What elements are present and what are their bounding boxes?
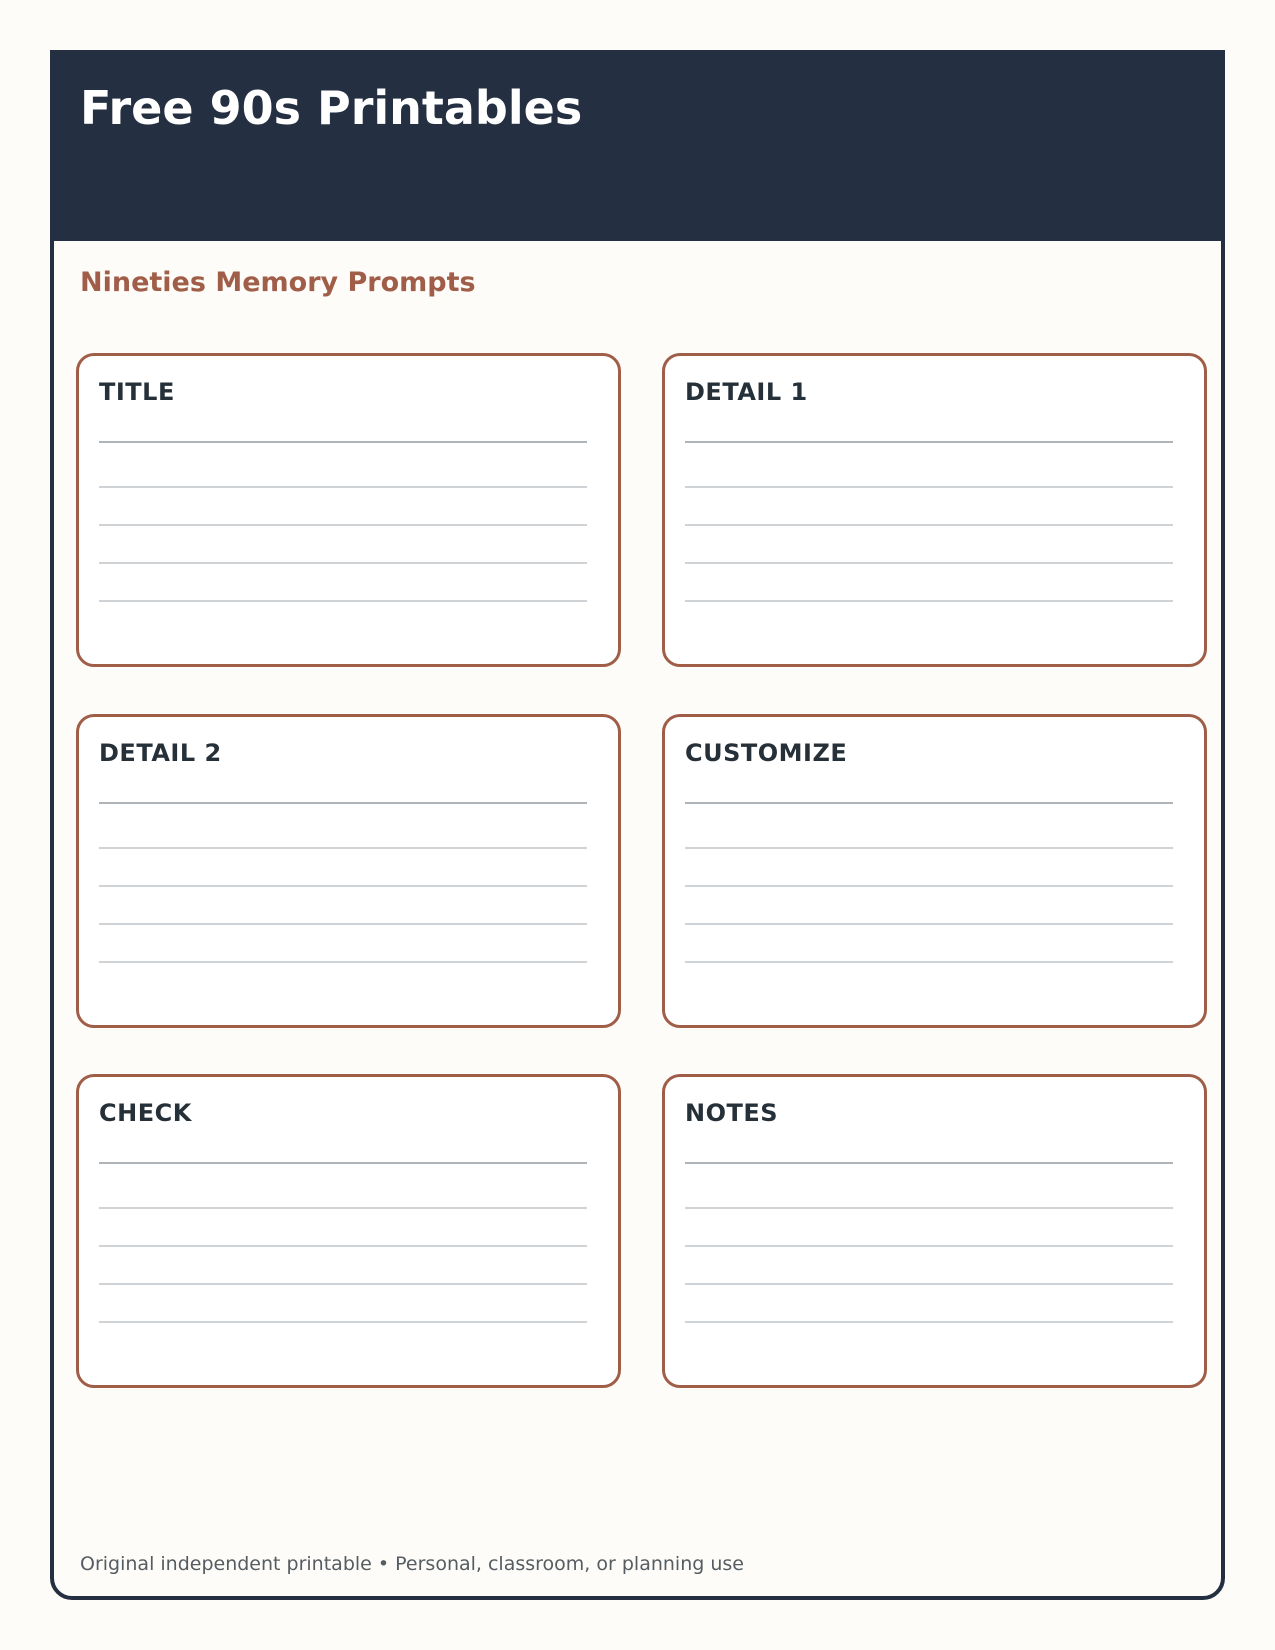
- card-notes: [662, 1074, 1207, 1388]
- printable-sheet: [50, 50, 1225, 1600]
- writing-line: [685, 524, 1173, 526]
- footer-note: Original independent printable • Personal, classroom, or planning use: [80, 1553, 744, 1575]
- writing-line: [99, 524, 587, 526]
- card-label: TITLE: [99, 378, 175, 406]
- writing-line: [685, 923, 1173, 925]
- card-title: [76, 353, 621, 667]
- writing-line: [685, 486, 1173, 488]
- writing-line: [99, 923, 587, 925]
- writing-line: [685, 1207, 1173, 1209]
- writing-line: [99, 847, 587, 849]
- writing-line: [685, 961, 1173, 963]
- writing-line: [685, 1245, 1173, 1247]
- page-subtitle: Nineties Memory Prompts: [80, 267, 476, 298]
- writing-line: [685, 1162, 1173, 1164]
- card-customize: [662, 714, 1207, 1028]
- writing-line: [99, 1162, 587, 1164]
- card-detail-1: [662, 353, 1207, 667]
- writing-line: [685, 802, 1173, 804]
- writing-line: [99, 1207, 587, 1209]
- header-banner: [54, 54, 1221, 241]
- card-label: CHECK: [99, 1099, 192, 1127]
- card-label: NOTES: [685, 1099, 779, 1127]
- card-detail-2: [76, 714, 621, 1028]
- writing-line: [685, 1321, 1173, 1323]
- writing-line: [685, 1283, 1173, 1285]
- writing-line: [99, 562, 587, 564]
- card-label: DETAIL 2: [99, 739, 222, 767]
- card-label: DETAIL 1: [685, 378, 808, 406]
- writing-line: [685, 847, 1173, 849]
- writing-line: [99, 961, 587, 963]
- writing-line: [685, 562, 1173, 564]
- card-label: CUSTOMIZE: [685, 739, 848, 767]
- writing-line: [685, 600, 1173, 602]
- writing-line: [99, 600, 587, 602]
- writing-line: [99, 802, 587, 804]
- writing-line: [99, 441, 587, 443]
- writing-line: [685, 441, 1173, 443]
- writing-line: [99, 1321, 587, 1323]
- page-title: Free 90s Printables: [80, 81, 583, 135]
- card-check: [76, 1074, 621, 1388]
- writing-line: [99, 486, 587, 488]
- writing-line: [99, 1245, 587, 1247]
- writing-line: [99, 885, 587, 887]
- writing-line: [685, 885, 1173, 887]
- writing-line: [99, 1283, 587, 1285]
